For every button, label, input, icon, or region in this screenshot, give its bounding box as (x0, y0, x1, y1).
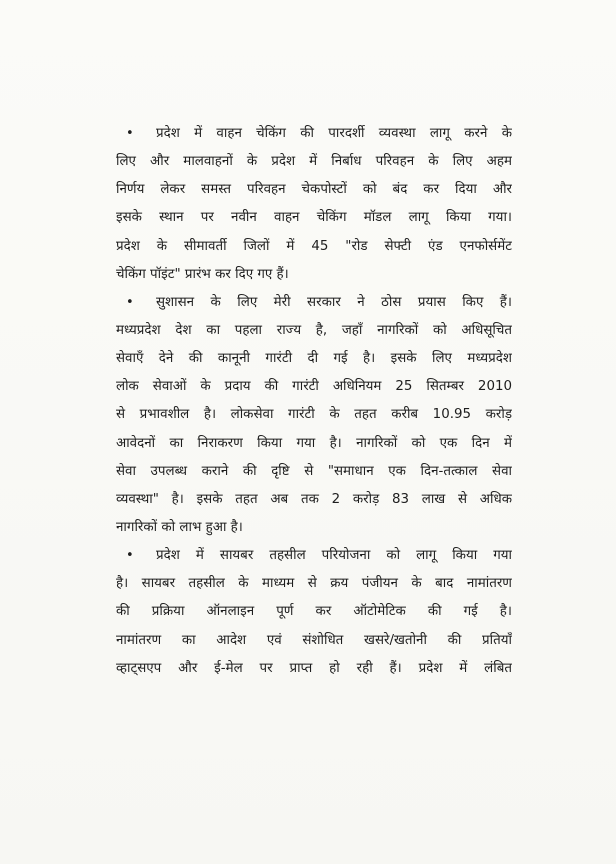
paragraph-1-line-1: • प्रदेश में वाहन चेकिंग की पारदर्शी व्यवस्था लागू करने के (116, 120, 512, 148)
paragraph-2-line-5: से प्रभावशील है। लोकसेवा गारंटी के तहत करीब 10.95 करोड़ (116, 407, 512, 423)
paragraph-3-line-3: की प्रक्रिया ऑनलाइन पूर्ण कर ऑटोमेटिक की गई है। (116, 604, 512, 620)
paragraph-2-line-4: लोक सेवाओं के प्रदाय की गारंटी अधिनियम 25 सितम्बर 2010 (116, 379, 512, 395)
paragraph-2-line-8: व्यवस्था" है। इसके तहत अब तक 2 करोड़ 83 लाख से अधिक (116, 491, 512, 507)
paragraph-2-line-1: • सुशासन के लिए मेरी सरकार ने ठोस प्रयास किए हैं। (116, 289, 512, 317)
paragraph-2-line-7: सेवा उपलब्ध कराने की दृष्टि से "समाधान एक दिन-तत्काल सेवा (116, 463, 512, 479)
paragraph-1-line-6: चेकिंग पॉइंट" प्रारंभ कर दिए गए हैं। (116, 266, 289, 282)
paragraph-1-line-2: लिए और मालवाहनों के प्रदेश में निर्बाध परिवहन के लिए अहम (116, 154, 512, 170)
paragraph-1-line-3: निर्णय लेकर समस्त परिवहन चेकपोस्टों को बंद कर दिया और (116, 182, 512, 198)
bullet-2: • (126, 294, 134, 310)
bullet-3: • (126, 548, 134, 564)
document-body (116, 120, 512, 683)
bullet-1: • (126, 126, 134, 141)
paragraph-3-line-1: • प्रदेश में सायबर तहसील परियोजना को लागू किया गया (116, 542, 512, 570)
paragraph-2-line-6: आवेदनों का निराकरण किया गया है। नागरिकों को एक दिन में (116, 435, 512, 451)
paragraph-3-line-5: व्हाट्सएप और ई-मेल पर प्राप्त हो रही हैं। प्रदेश में लंबित (116, 660, 512, 676)
paragraph-2-line-2: मध्यप्रदेश देश का पहला राज्य है, जहाँ नागरिकों को अधिसूचित (116, 322, 512, 338)
paragraph-1-line-5: प्रदेश के सीमावर्ती जिलों में 45 "रोड सेफ्टी एंड एनफोर्समेंट (116, 238, 512, 254)
paragraph-2-line-3: सेवाएँ देने की कानूनी गारंटी दी गई है। इसके लिए मध्यप्रदेश (116, 351, 512, 367)
paragraph-2-line-9: नागरिकों को लाभ हुआ है। (116, 519, 243, 535)
paragraph-3-line-4: नामांतरण का आदेश एवं संशोधित खसरे/खतोनी की प्रतियाँ (116, 632, 512, 648)
paragraph-3-line-2: है। सायबर तहसील के माध्यम से क्रय पंजीयन के बाद नामांतरण (116, 576, 512, 592)
paragraph-1-line-4: इसके स्थान पर नवीन वाहन चेकिंग मॉडल लागू किया गया। (116, 210, 512, 226)
